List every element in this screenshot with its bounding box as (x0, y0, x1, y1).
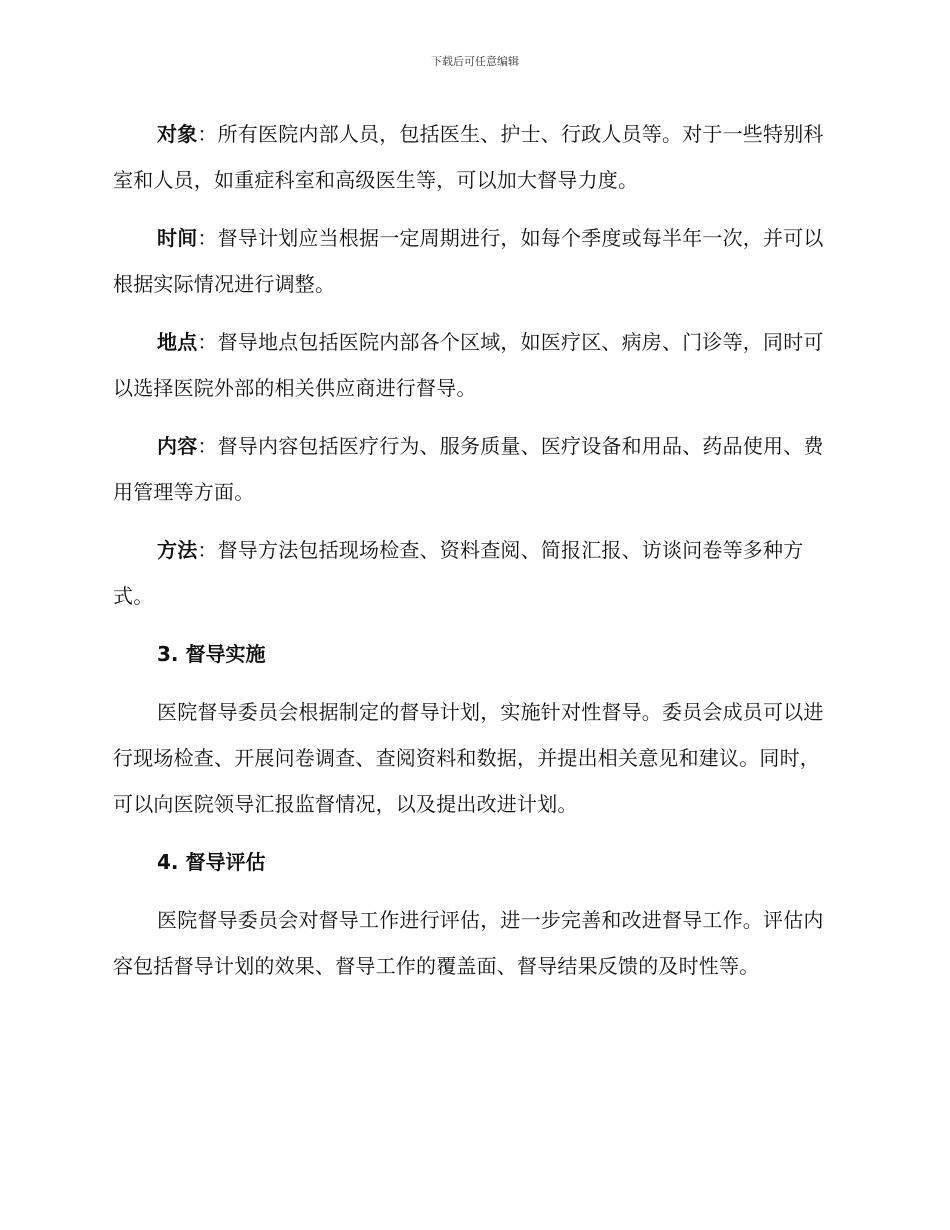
paragraph-label: 方法 (157, 538, 198, 562)
paragraph-content (113, 423, 833, 515)
paragraph-text: ：督导方法包括现场检查、资料查阅、简报汇报、访谈问卷等多种方式。 (113, 538, 804, 608)
paragraph-text: ：督导内容包括医疗行为、服务质量、医疗设备和用品、药品使用、费用管理等方面。 (113, 434, 824, 504)
paragraph-text: ：所有医院内部人员，包括医生、护士、行政人员等。对于一些特别科室和人员，如重症科室和高级医生等，可以加大督导力度。 (113, 122, 824, 192)
page-header: 下载后可任意编辑 (431, 55, 519, 68)
paragraph-implementation: 医院督导委员会根据制定的督导计划，实施针对性督导。委员会成员可以进行现场检查、开展问卷调查、查阅资料和数据，并提出相关意见和建议。同时，可以向医院领导汇报监督情况，以及提出改进计划。 (113, 700, 824, 816)
paragraph-label: 内容 (157, 434, 198, 458)
paragraph-method (113, 527, 833, 619)
paragraph-text: ：督导地点包括医院内部各个区域，如医疗区、病房、门诊等，同时可以选择医院外部的相关供应商进行督导。 (113, 330, 824, 400)
paragraph-evaluation: 医院督导委员会对督导工作进行评估，进一步完善和改进督导工作。评估内容包括督导计划的效果、督导工作的覆盖面、督导结果反馈的及时性等。 (113, 908, 824, 978)
paragraph-label: 时间 (157, 226, 198, 250)
paragraph-label: 对象 (157, 122, 198, 146)
section-heading-implementation: 3. 督导实施 (157, 642, 266, 666)
document-body (113, 111, 833, 1001)
paragraph-text: ：督导计划应当根据一定周期进行，如每个季度或每半年一次，并可以根据实际情况进行调整。 (113, 226, 824, 296)
paragraph-object (113, 111, 833, 203)
paragraph-place (113, 319, 833, 411)
paragraph-label: 地点 (157, 330, 198, 354)
section-heading-evaluation: 4. 督导评估 (157, 850, 266, 874)
paragraph-time (113, 215, 833, 307)
